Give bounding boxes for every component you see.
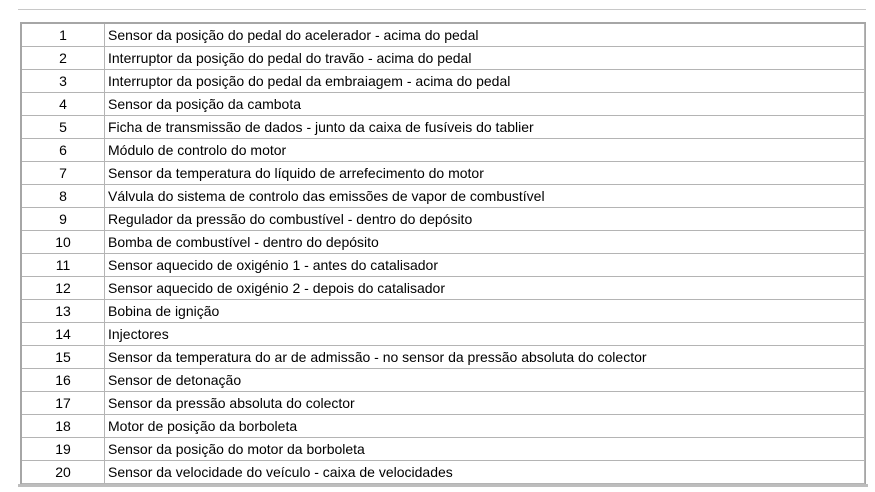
row-description: Sensor da posição do motor da borboleta: [105, 438, 865, 461]
row-number: 10: [22, 231, 105, 254]
row-number: 12: [22, 277, 105, 300]
row-description: Sensor aquecido de oxigénio 2 - depois do catalisador: [105, 277, 865, 300]
row-number: 9: [22, 208, 105, 231]
row-number: 2: [22, 47, 105, 70]
bottom-divider: [18, 484, 868, 487]
top-divider: [18, 9, 866, 10]
row-number: 13: [22, 300, 105, 323]
row-number: 15: [22, 346, 105, 369]
row-number: 7: [22, 162, 105, 185]
row-description: Sensor da temperatura do ar de admissão - no sensor da pressão absoluta do colector: [105, 346, 865, 369]
table-row: [22, 254, 865, 277]
table-row: [22, 277, 865, 300]
row-description: Motor de posição da borboleta: [105, 415, 865, 438]
row-description: Ficha de transmissão de dados - junto da caixa de fusíveis do tablier: [105, 116, 865, 139]
row-number: 19: [22, 438, 105, 461]
row-description: Sensor da velocidade do veículo - caixa de velocidades: [105, 461, 865, 484]
row-number: 11: [22, 254, 105, 277]
table-row: [22, 47, 865, 70]
table-row: [22, 116, 865, 139]
row-description: Interruptor da posição do pedal do travão - acima do pedal: [105, 47, 865, 70]
row-description: Sensor da pressão absoluta do colector: [105, 392, 865, 415]
row-number: 6: [22, 139, 105, 162]
row-number: 14: [22, 323, 105, 346]
row-number: 18: [22, 415, 105, 438]
table-row: [22, 231, 865, 254]
table-row: [22, 24, 865, 47]
table-row: [22, 185, 865, 208]
row-description: Interruptor da posição do pedal da embraiagem - acima do pedal: [105, 70, 865, 93]
table-row: [22, 461, 865, 484]
table-row: [22, 346, 865, 369]
row-description: Regulador da pressão do combustível - dentro do depósito: [105, 208, 865, 231]
table-row: [22, 162, 865, 185]
table-row: [22, 323, 865, 346]
row-number: 5: [22, 116, 105, 139]
table-row: [22, 415, 865, 438]
row-number: 17: [22, 392, 105, 415]
row-description: Válvula do sistema de controlo das emissões de vapor de combustível: [105, 185, 865, 208]
row-description: Sensor da posição do pedal do acelerador - acima do pedal: [105, 24, 865, 47]
row-number: 16: [22, 369, 105, 392]
row-description: Bomba de combustível - dentro do depósito: [105, 231, 865, 254]
table-row: [22, 70, 865, 93]
table-row: [22, 438, 865, 461]
table-row: [22, 369, 865, 392]
row-number: 8: [22, 185, 105, 208]
table-row: [22, 392, 865, 415]
row-number: 1: [22, 24, 105, 47]
row-description: Sensor de detonação: [105, 369, 865, 392]
row-description: Módulo de controlo do motor: [105, 139, 865, 162]
table-row: [22, 93, 865, 116]
component-legend-table: [20, 22, 866, 485]
row-description: Sensor da posição da cambota: [105, 93, 865, 116]
row-description: Sensor aquecido de oxigénio 1 - antes do catalisador: [105, 254, 865, 277]
table-row: [22, 139, 865, 162]
row-number: 3: [22, 70, 105, 93]
row-description: Bobina de ignição: [105, 300, 865, 323]
row-number: 4: [22, 93, 105, 116]
row-description: Injectores: [105, 323, 865, 346]
row-number: 20: [22, 461, 105, 484]
row-description: Sensor da temperatura do líquido de arrefecimento do motor: [105, 162, 865, 185]
table-row: [22, 300, 865, 323]
table-row: [22, 208, 865, 231]
